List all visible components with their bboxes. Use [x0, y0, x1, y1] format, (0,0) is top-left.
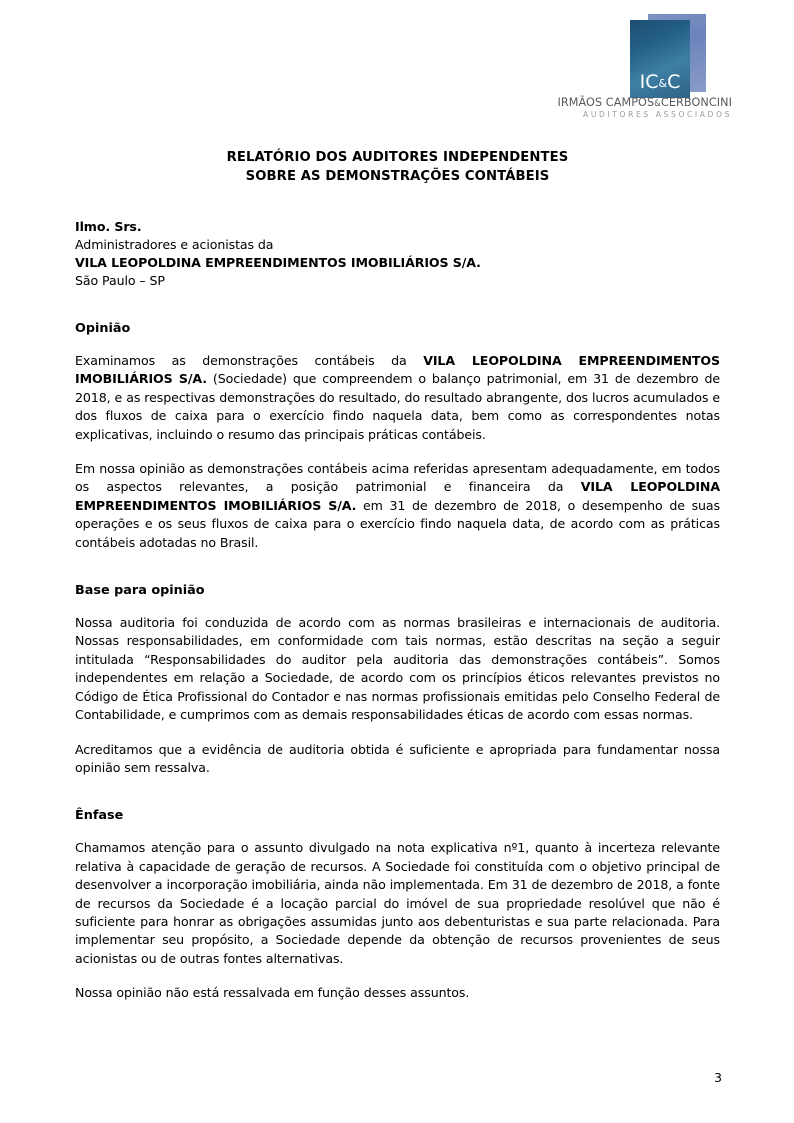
page-title — [75, 148, 720, 186]
opiniao-p1-company: VILA LEOPOLDINA EMPREENDIMENTOS IMOBILIÁRIOS S/A. — [75, 353, 720, 387]
logo-company-name — [532, 96, 732, 109]
logo-monogram-amp: & — [658, 77, 668, 90]
paragraph-enfase-1: Chamamos atenção para o assunto divulgado na nota explicativa nº1, quanto à incerteza relevante relativa à capacidade de geração de recursos. A Sociedade foi constituída com o objetivo principal de desenvolver a incorporação imobiliária, ainda não implementada. Em 31 de dezembro de 2018, a fonte de recursos da Sociedade é a locação parcial do imóvel de sua propriedade resolúvel que não é suficiente para honrar as obrigações assumidas junto aos debenturistas e sua parte relacionada. Para implementar seu propósito, a Sociedade depende da obtenção de recursos provenientes de seus acionistas ou de outras fontes alternativas. — [75, 840, 720, 966]
addressee-company: VILA LEOPOLDINA EMPREENDIMENTOS IMOBILIÁRIOS S/A. — [75, 255, 481, 270]
paragraph-enfase-2: Nossa opinião não está ressalvada em função desses assuntos. — [75, 985, 470, 1001]
opiniao-p2-company: VILA LEOPOLDINA EMPREENDIMENTOS IMOBILIÁRIOS S/A. — [75, 479, 720, 513]
addressee-city: São Paulo – SP — [75, 273, 165, 288]
document-body — [75, 218, 720, 1003]
page-number: 3 — [714, 1070, 722, 1085]
addressee-role: Administradores e acionistas da — [75, 237, 274, 252]
company-logo — [532, 10, 732, 122]
logo-wordmark — [532, 96, 732, 119]
addressee-block — [75, 218, 720, 290]
logo-monogram-ic: IC — [639, 71, 659, 93]
section-heading-enfase: Ênfase — [75, 808, 124, 824]
paragraph-opiniao-2 — [75, 460, 720, 552]
logo-tagline: AUDITORES ASSOCIADOS — [583, 110, 732, 119]
section-heading-base-para-opiniao: Base para opinião — [75, 583, 205, 599]
page-title-line-2: SOBRE AS DEMONSTRAÇÕES CONTÁBEIS — [245, 169, 550, 184]
opiniao-p1-text-b: (Sociedade) que compreendem o balanço patrimonial, em 31 de dezembro de 2018, e as respectivas demonstrações do resultado, do resultado abrangente, dos lucros acumulados e dos fluxos de caixa para o exercício findo naquela data, bem como as correspondentes notas explicativas, incluindo o resumo das principais práticas contábeis. — [75, 371, 720, 442]
opiniao-p2-text-b: em 31 de dezembro de 2018, o desempenho de suas operações e os seus fluxos de caixa para o exercício findo naquela data, de acordo com as práticas contábeis adotadas no Brasil. — [75, 497, 721, 550]
opiniao-p1-text-a: Examinamos as demonstrações contábeis da — [75, 353, 424, 368]
section-heading-opiniao: Opinião — [75, 321, 131, 336]
logo-company-name-amp: & — [654, 99, 661, 109]
opiniao-p2-text-a: Em nossa opinião as demonstrações contábeis acima referidas apresentam adequadamente, em todos os aspectos relevantes, a posição patrimonial e financeira da — [75, 461, 720, 495]
logo-company-name-b: CERBONCINI — [660, 96, 732, 109]
page-title-line-1: RELATÓRIO DOS AUDITORES INDEPENDENTES — [226, 150, 569, 165]
addressee-salutation: Ilmo. Srs. — [75, 219, 142, 234]
logo-mark-icon — [630, 14, 706, 98]
paragraph-opiniao-1 — [75, 352, 720, 444]
logo-monogram-c: C — [667, 71, 681, 93]
logo-company-name-a: IRMÃOS CAMPOS — [557, 96, 655, 109]
paragraph-base-2: Acreditamos que a evidência de auditoria obtida é suficiente e apropriada para fundamentar nossa opinião sem ressalva. — [75, 741, 720, 775]
paragraph-base-1: Nossa auditoria foi conduzida de acordo com as normas brasileiras e internacionais de auditoria. Nossas responsabilidades, em conformidade com tais normas, estão descritas na seção a seguir intitulada “Responsabilidades do auditor pela auditoria das demonstrações contábeis”. Somos independentes em relação a Sociedade, de acordo com os princípios éticos relevantes previstos no Código de Ética Profissional do Contador e nas normas profissionais emitidas pelo Conselho Federal de Contabilidade, e cumprimos com as demais responsabilidades éticas de acordo com essas normas. — [75, 615, 720, 723]
logo-monogram — [630, 73, 690, 92]
